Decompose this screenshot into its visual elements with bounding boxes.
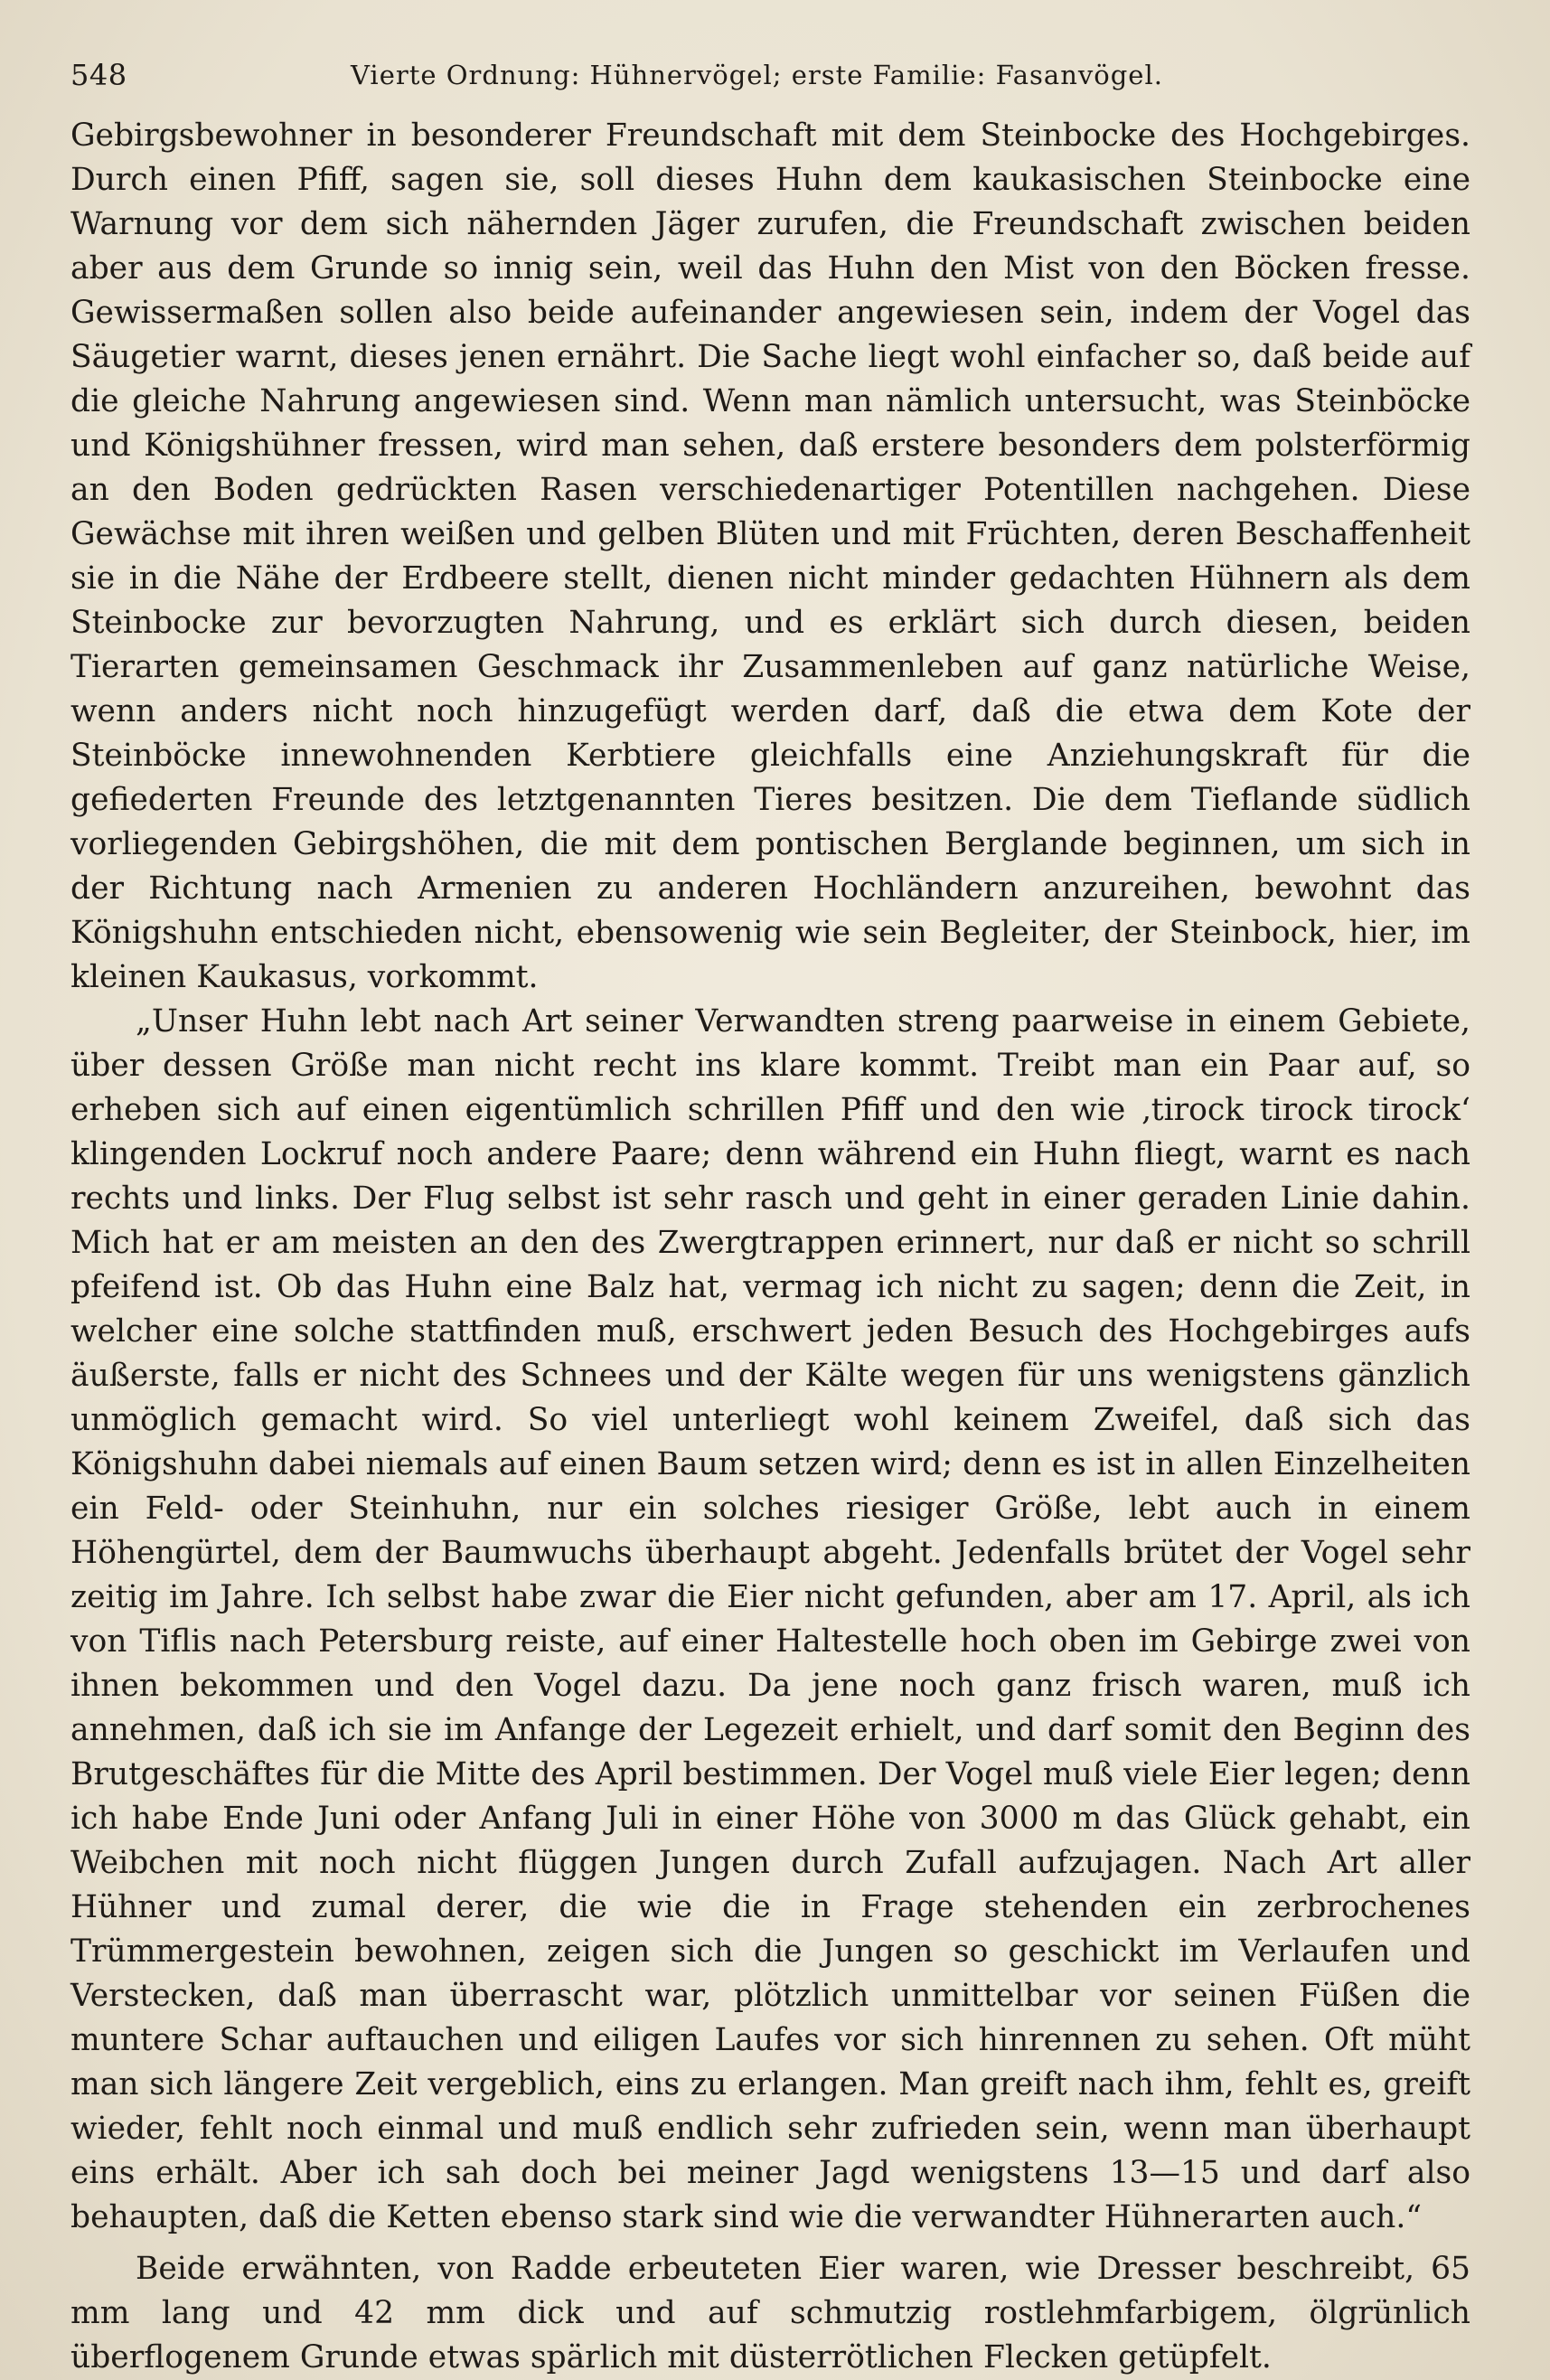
paragraph-3: Beide erwähnten, von Radde erbeuteten Eier waren, wie Dresser beschreibt, 65 mm lang und 42 mm dick und auf schmutzig rostlehmfarbigem, ölgrünlich überflogenem Grunde etwas spärlich mit düsterrötlichen Flecken getüpfelt. bbox=[70, 2251, 1470, 2375]
page-header bbox=[70, 52, 1470, 114]
paragraph-1: Gebirgsbewohner in besonderer Freundschaft mit dem Steinbocke des Hochgebirges. Durch einen Pfiff, sagen sie, soll dieses Huhn dem kaukasischen Steinbocke eine Warnung vor dem sich nähernden Jäger zurufen, die Freundschaft zwischen beiden aber aus dem Grunde so innig sein, weil das Huhn den Mist von den Böcken fresse. Gewissermaßen sollen also beide aufeinander angewiesen sein, indem der Vogel das Säugetier warnt, dieses jenen ernährt. Die Sache liegt wohl einfacher so, daß beide auf die gleiche Nahrung angewiesen sind. Wenn man nämlich untersucht, was Steinböcke und Königshühner fressen, wird man sehen, daß erstere besonders dem polsterförmig an den Boden gedrückten Rasen verschiedenartiger Potentillen nachgehen. Diese Gewächse mit ihren weißen und gelben Blüten und mit Früchten, deren Beschaffenheit sie in die Nähe der Erdbeere stellt, dienen nicht minder gedachten Hühnern als dem Steinbocke zur bevorzugten Nahrung, und es erklärt sich durch diesen, beiden Tierarten gemeinsamen Geschmack ihr Zusammenleben auf ganz natürliche Weise, wenn anders nicht noch hinzugefügt werden darf, daß die etwa dem Kote der Steinböcke innewohnenden Kerbtiere gleichfalls eine Anziehungskraft für die gefiederten Freunde des letztgenannten Tieres besitzen. Die dem Tieflande südlich vorliegenden Gebirgshöhen, die mit dem pontischen Berglande beginnen, um sich in der Richtung nach Armenien zu anderen Hochländern anzureihen, bewohnt das Königshuhn entschieden nicht, ebensowenig wie sein Begleiter, der Steinbock, hier, im kleinen Kaukasus, vorkommt. bbox=[70, 118, 1470, 995]
body-text bbox=[70, 114, 1470, 2380]
paragraph-2-quote: „Unser Huhn lebt nach Art seiner Verwandten streng paarweise in einem Gebiete, über dessen Größe man nicht recht ins klare kommt. Treibt man ein Paar auf, so erheben sich auf einen eigentümlich schrillen Pfiff und den wie ‚tirock tirock tirock‘ klingenden Lockruf noch andere Paare; denn während ein Huhn fliegt, warnt es nach rechts und links. Der Flug selbst ist sehr rasch und geht in einer geraden Linie dahin. Mich hat er am meisten an den des Zwergtrappen erinnert, nur daß er nicht so schrill pfeifend ist. Ob das Huhn eine Balz hat, vermag ich nicht zu sagen; denn die Zeit, in welcher eine solche stattfinden muß, erschwert jeden Besuch des Hochgebirges aufs äußerste, falls er nicht des Schnees und der Kälte wegen für uns wenigstens gänzlich unmöglich gemacht wird. So viel unterliegt wohl keinem Zweifel, daß sich das Königshuhn dabei niemals auf einen Baum setzen wird; denn es ist in allen Einzelheiten ein Feld- oder Steinhuhn, nur ein solches riesiger Größe, lebt auch in einem Höhengürtel, dem der Baumwuchs überhaupt abgeht. Jedenfalls brütet der Vogel sehr zeitig im Jahre. Ich selbst habe zwar die Eier nicht gefunden, aber am 17. April, als ich von Tiflis nach Petersburg reiste, auf einer Haltestelle hoch oben im Gebirge zwei von ihnen bekommen und den Vogel dazu. Da jene noch ganz frisch waren, muß ich annehmen, daß ich sie im Anfange der Legezeit erhielt, und darf somit den Beginn des Brutgeschäftes für die Mitte des April bestimmen. Der Vogel muß viele Eier legen; denn ich habe Ende Juni oder Anfang Juli in einer Höhe von 3000 m das Glück gehabt, ein Weibchen mit noch nicht flüggen Jungen durch Zufall aufzujagen. Nach Art aller Hühner und zumal derer, die wie die in Frage stehenden ein zerbrochenes Trümmergestein bewohnen, zeigen sich die Jungen so geschickt im Verlaufen und Verstecken, daß man überrascht war, plötzlich unmittelbar vor seinen Füßen die muntere Schar auftauchen und eiligen Laufes vor sich hinrennen zu sehen. Oft müht man sich längere Zeit vergeblich, eins zu erlangen. Man greift nach ihm, fehlt es, greift wieder, fehlt noch einmal und muß endlich sehr zufrieden sein, wenn man überhaupt eins erhält. Aber ich sah doch bei meiner Jagd wenigstens 13—15 und darf also behaupten, daß die Ketten ebenso stark sind wie die verwandter Hühnerarten auch.“ bbox=[70, 1003, 1470, 2235]
page-number: 548 bbox=[70, 58, 127, 92]
running-head: Vierte Ordnung: Hühnervögel; erste Familie: Fasanvögel. bbox=[351, 60, 1163, 90]
